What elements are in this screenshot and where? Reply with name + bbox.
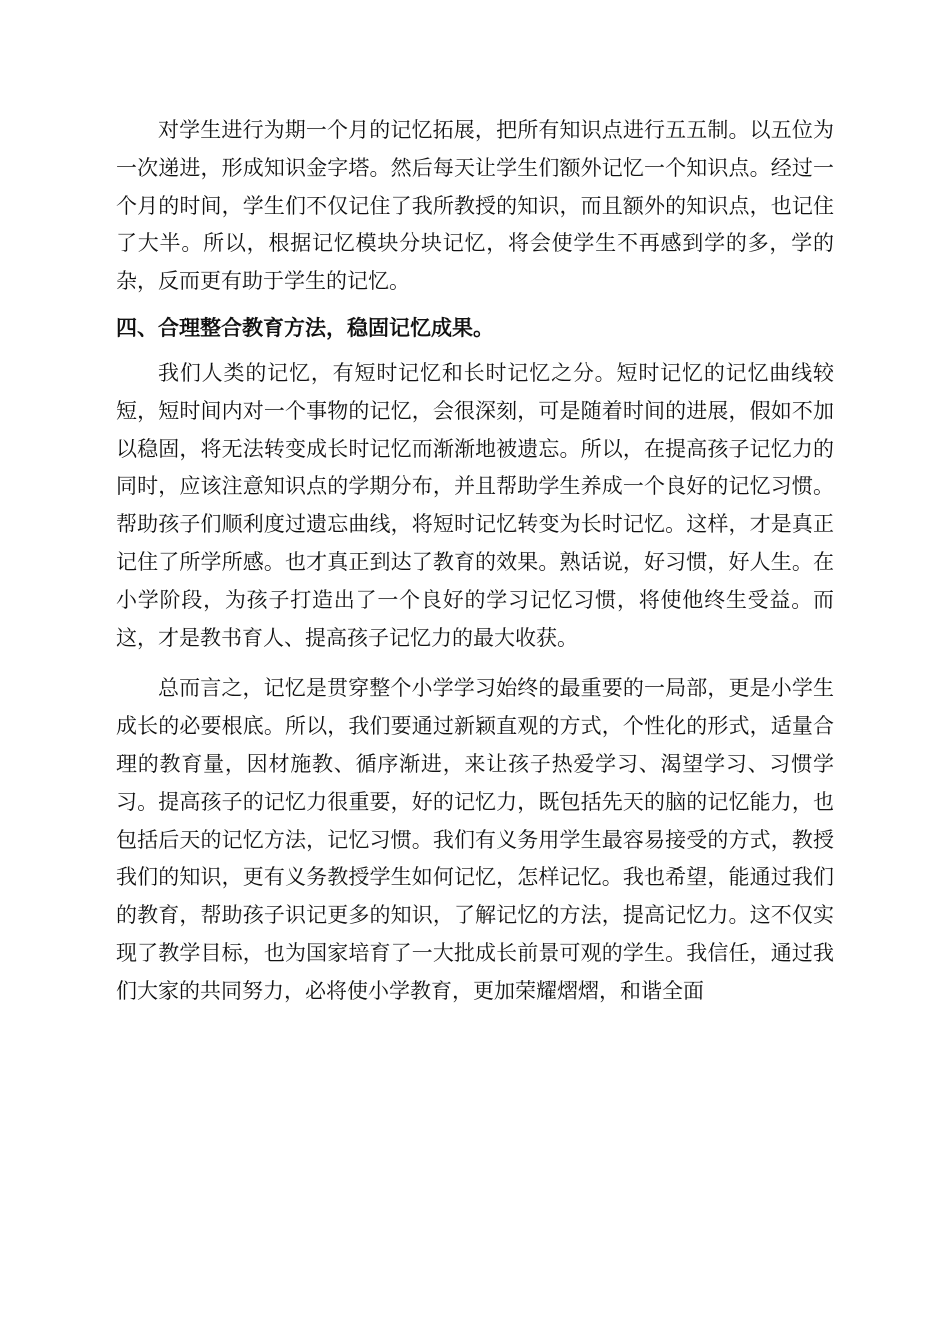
paragraph-gap <box>116 657 834 670</box>
paragraph-short-long-memory: 我们人类的记忆，有短时记忆和长时记忆之分。短时记忆的记忆曲线较短，短时间内对一个事物的记忆，会很深刻，可是随着时间的进展，假如不加以稳固，将无法转变成长时记忆而渐渐地被遗忘。所以，在提高孩子记忆力的同时，应该注意知识点的学期分布，并且帮助学生养成一个良好的记忆习惯。帮助孩子们顺利度过遗忘曲线，将短时记忆转变为长时记忆。这样，才是真正记住了所学所感。也才真正到达了教育的效果。熟话说，好习惯，好人生。在小学阶段，为孩子打造出了一个良好的学习记忆习惯，将使他终生受益。而这，才是教书育人、提高孩子记忆力的最大收获。 <box>116 360 834 650</box>
paragraph-memory-expansion: 对学生进行为期一个月的记忆拓展，把所有知识点进行五五制。以五位为一次递进，形成知识金字塔。然后每天让学生们额外记忆一个知识点。经过一个月的时间，学生们不仅记住了我所教授的知识，而且额外的知识点，也记住了大半。所以，根据记忆模块分块记忆，将会使学生不再感到学的多，学的杂，反而更有助于学生的记忆。 <box>116 118 834 294</box>
section-heading: 四、合理整合教育方法，稳固记忆成果。 <box>116 315 494 340</box>
document-page <box>116 112 834 1011</box>
paragraph-conclusion: 总而言之，记忆是贯穿整个小学学习始终的最重要的一局部，更是小学生成长的必要根底。所以，我们要通过新颖直观的方式，个性化的形式，适量合理的教育量，因材施教、循序渐进，来让孩子热爱学习、渴望学习、习惯学习。提高孩子的记忆力很重要，好的记忆力，既包括先天的脑的记忆能力，也包括后天的记忆方法，记忆习惯。我们有义务用学生最容易接受的方式，教授我们的知识，更有义务教授学生如何记忆，怎样记忆。我也希望，能通过我们的教育，帮助孩子识记更多的知识，了解记忆的方法，提高记忆力。这不仅实现了教学目标，也为国家培育了一大批成长前景可观的学生。我信任，通过我们大家的共同努力，必将使小学教育，更加荣耀熠熠，和谐全面 <box>116 676 834 1003</box>
